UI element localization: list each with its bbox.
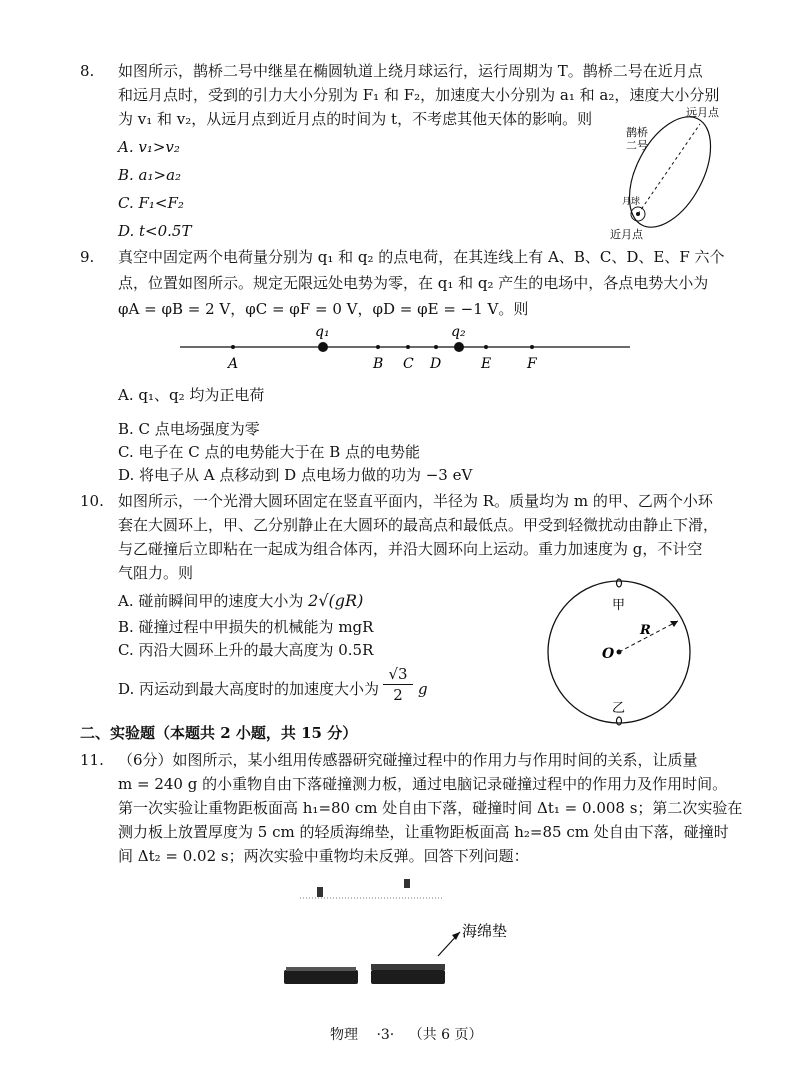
q10-line-1: 如图所示，一个光滑大圆环固定在竖直平面内，半径为 R。质量均为 m 的甲、乙两个小环 [118, 492, 713, 510]
q9-line-1: 真空中固定两个电荷量分别为 q₁ 和 q₂ 的点电荷，在其连线上有 A、B、C、D、E、F 六个 [118, 248, 725, 266]
q9-line-3: φA = φB = 2 V，φC = φF = 0 V，φD = φE = −1 V。则 [118, 300, 529, 318]
force-plate-1-top [286, 967, 356, 971]
q11-line-5: 间 Δt₂ = 0.02 s；两次实验中重物均未反弹。回答下列问题： [118, 847, 529, 865]
radius-label: R [640, 623, 651, 638]
point-c-label: C [403, 356, 414, 372]
radius-arrow [670, 621, 678, 627]
point-e-label: E [481, 356, 492, 372]
point-b-dot [376, 345, 380, 349]
q9-line-2: 点，位置如图所示。规定无限远处电势为零，在 q₁ 和 q₂ 产生的电场中，各点电势大小为 [118, 274, 709, 292]
section-title: 二、实验题（本题共 2 小题，共 15 分） [80, 724, 358, 742]
q8-option-b: B. a₁>a₂ [118, 166, 182, 184]
weight-1 [317, 887, 323, 897]
q10-line-4: 气阻力。则 [118, 564, 194, 582]
satellite-label-1: 鹊桥 [626, 126, 648, 139]
force-plate-1 [284, 970, 358, 984]
q9-option-a: A. q₁、q₂ 均为正电荷 [118, 386, 265, 404]
q8-option-a: A. v₁>v₂ [118, 138, 180, 156]
far-point-label: 远月点 [686, 106, 719, 119]
orbit-ellipse [613, 104, 728, 240]
center-label: O [602, 646, 615, 662]
small-ring-top [617, 579, 622, 587]
point-a-label: A [228, 356, 239, 372]
q11-line-4: 测力板上放置厚度为 5 cm 的轻质海绵垫，让重物距板面高 h₂=85 cm 处自由下落，碰撞时 [118, 823, 729, 841]
point-a-dot [231, 345, 235, 349]
experiment-figure [270, 872, 530, 1000]
q8-number: 8. [80, 62, 95, 80]
q10-option-a-math: 2√(gR) [308, 591, 364, 610]
point-b-label: B [373, 356, 384, 372]
near-point-label: 近月点 [610, 228, 643, 241]
top-ring-label: 甲 [612, 598, 626, 613]
fraction-denominator: 2 [393, 686, 403, 704]
footer [330, 1024, 483, 1044]
point-c-dot [406, 345, 410, 349]
q1-label: q₁ [315, 324, 330, 340]
footer-page: ·3· [376, 1027, 395, 1043]
footer-subject: 物理 [330, 1027, 358, 1043]
q11-line-2: m = 240 g 的小重物自由下落碰撞测力板，通过电脑记录碰撞过程中的作用力及作用时间。 [118, 775, 728, 793]
q8-line-2: 和远月点时，受到的引力大小分别为 F₁ 和 F₂，加速度大小分别为 a₁ 和 a₂，速度大小分别 [118, 86, 720, 104]
moon-label: 月球 [622, 197, 641, 207]
q8-line-1: 如图所示，鹊桥二号中继星在椭圆轨道上绕月球运行，运行周期为 T。鹊桥二号在近月点 [118, 62, 703, 80]
q8-option-c: C. F₁<F₂ [118, 194, 184, 212]
q11-line-3: 第一次实验让重物距板面高 h₁=80 cm 处自由下落，碰撞时间 Δt₁ = 0.008 s；第二次实验在 [118, 799, 743, 817]
q10-option-a [118, 590, 363, 612]
q10-option-d [118, 678, 379, 700]
force-plate-2 [371, 970, 445, 984]
charge-q1 [318, 342, 328, 352]
weight-2 [404, 879, 410, 888]
point-d-label: D [430, 356, 442, 372]
q10-option-d-tail: g [418, 680, 428, 698]
small-ring-bottom [617, 717, 622, 725]
satellite-label-2: 二号 [626, 139, 648, 152]
q9-option-d: D. 将电子从 A 点移动到 D 点电场力做的功为 −3 eV [118, 466, 473, 484]
q10-line-3: 与乙碰撞后立即粘在一起成为组合体丙，并沿大圆环向上运动。重力加速度为 g，不计空 [118, 540, 703, 558]
q10-option-d-fraction [383, 664, 413, 705]
q11-line-1: （6分）如图所示，某小组用传感器研究碰撞过程中的作用力与作用时间的关系，让质量 [118, 751, 698, 769]
orbit-figure [610, 104, 730, 244]
bottom-ring-label: 乙 [612, 701, 626, 716]
point-e-dot [484, 345, 488, 349]
charge-q2 [454, 342, 464, 352]
q8-option-d: D. t<0.5T [118, 222, 192, 240]
moon-center [636, 212, 640, 216]
point-f-label: F [527, 356, 537, 372]
q2-label: q₂ [451, 324, 466, 340]
q9-option-b: B. C 点电场强度为零 [118, 420, 260, 438]
point-d-dot [434, 345, 438, 349]
sponge-label: 海绵垫 [462, 922, 508, 940]
q11-number: 11. [80, 751, 104, 769]
q8-line-3: 为 v₁ 和 v₂，从远月点到近月点的时间为 t，不考虑其他天体的影响。则 [118, 110, 593, 128]
footer-total: （共 6 页） [408, 1027, 483, 1043]
q10-line-2: 套在大圆环上，甲、乙分别静止在大圆环的最高点和最低点。甲受到轻微扰动由静止下滑， [118, 516, 719, 534]
charge-line-figure [175, 320, 635, 376]
ring-figure [540, 576, 700, 732]
q10-option-b: B. 碰撞过程中甲损失的机械能为 mgR [118, 618, 374, 636]
q10-option-c: C. 丙沿大圆环上升的最大高度为 0.5R [118, 641, 374, 659]
sponge-pad [371, 964, 445, 970]
q9-option-c: C. 电子在 C 点的电势能大于在 B 点的电势能 [118, 443, 421, 461]
fraction-numerator: √3 [383, 664, 413, 685]
q9-number: 9. [80, 248, 95, 266]
q10-number: 10. [80, 492, 104, 510]
q10-option-a-text: A. 碰前瞬间甲的速度大小为 [118, 592, 304, 610]
point-f-dot [530, 345, 534, 349]
q10-option-d-text: D. 丙运动到最大高度时的加速度大小为 [118, 680, 380, 698]
